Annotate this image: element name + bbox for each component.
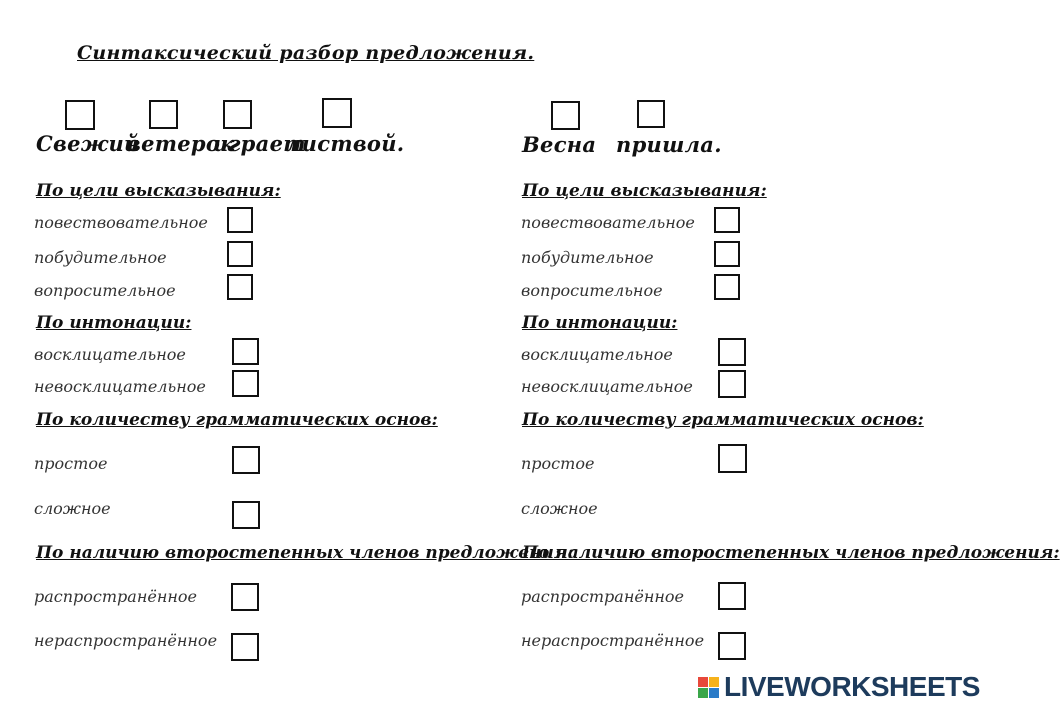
option-checkbox[interactable]	[232, 370, 259, 397]
option-label: сложное	[34, 499, 111, 518]
option-checkbox[interactable]	[232, 501, 260, 529]
sentence-word: играет	[213, 131, 306, 156]
option-checkbox[interactable]	[714, 241, 740, 267]
option-label: простое	[34, 454, 108, 473]
option-checkbox[interactable]	[227, 241, 253, 267]
option-checkbox[interactable]	[718, 444, 747, 473]
option-label: восклицательное	[34, 345, 186, 364]
option-checkbox[interactable]	[718, 370, 746, 398]
section-heading-secondary: По наличию второстепенных членов предложения:	[522, 543, 1060, 563]
option-label: невосклицательное	[521, 377, 693, 396]
liveworksheets-logo-icon	[698, 677, 719, 698]
sentence-word: Свежий	[36, 131, 140, 156]
option-checkbox[interactable]	[227, 274, 253, 300]
word-answer-box[interactable]	[322, 98, 352, 128]
option-label: невосклицательное	[34, 377, 206, 396]
section-heading-purpose: По цели высказывания:	[36, 181, 281, 201]
option-checkbox[interactable]	[232, 338, 259, 365]
section-heading-bases: По количеству грамматических основ:	[522, 410, 924, 430]
option-label: вопросительное	[34, 281, 176, 300]
section-heading-intonation: По интонации:	[36, 313, 192, 333]
word-answer-box[interactable]	[223, 100, 252, 129]
option-checkbox[interactable]	[231, 633, 259, 661]
option-label: повествовательное	[34, 213, 208, 232]
option-checkbox[interactable]	[231, 583, 259, 611]
option-label: распространённое	[521, 587, 685, 606]
option-label: повествовательное	[521, 213, 695, 232]
option-checkbox[interactable]	[718, 632, 746, 660]
section-heading-bases: По количеству грамматических основ:	[36, 410, 438, 430]
word-answer-box[interactable]	[551, 101, 580, 130]
sentence-word: Весна	[522, 132, 597, 157]
option-label: распространённое	[34, 587, 198, 606]
sentence-word: ветерок	[127, 131, 235, 156]
logo-square-red	[698, 677, 708, 687]
option-checkbox[interactable]	[227, 207, 253, 233]
section-heading-intonation: По интонации:	[522, 313, 678, 333]
liveworksheets-logo[interactable]	[698, 673, 980, 701]
logo-square-green	[698, 688, 708, 698]
word-answer-box[interactable]	[637, 100, 665, 128]
section-heading-secondary: По наличию второстепенных членов предложения:	[36, 543, 574, 563]
option-label: простое	[521, 454, 595, 473]
option-label: нераспространённое	[34, 631, 218, 650]
option-label: сложное	[521, 499, 598, 518]
option-checkbox[interactable]	[718, 338, 746, 366]
page-title: Синтаксический разбор предложения.	[77, 42, 535, 64]
option-label: нераспространённое	[521, 631, 705, 650]
section-heading-purpose: По цели высказывания:	[522, 181, 767, 201]
option-checkbox[interactable]	[714, 207, 740, 233]
option-label: восклицательное	[521, 345, 673, 364]
word-answer-box[interactable]	[149, 100, 178, 129]
option-label: вопросительное	[521, 281, 663, 300]
option-label: побудительное	[521, 248, 654, 267]
sentence-word: листвой.	[286, 131, 405, 156]
option-checkbox[interactable]	[718, 582, 746, 610]
option-checkbox[interactable]	[714, 274, 740, 300]
word-answer-box[interactable]	[65, 100, 95, 130]
option-checkbox[interactable]	[232, 446, 260, 474]
logo-square-yellow	[709, 677, 719, 687]
logo-square-blue	[709, 688, 719, 698]
liveworksheets-logo-text: LIVEWORKSHEETS	[724, 671, 980, 702]
option-label: побудительное	[34, 248, 167, 267]
sentence-word: пришла.	[616, 132, 722, 157]
